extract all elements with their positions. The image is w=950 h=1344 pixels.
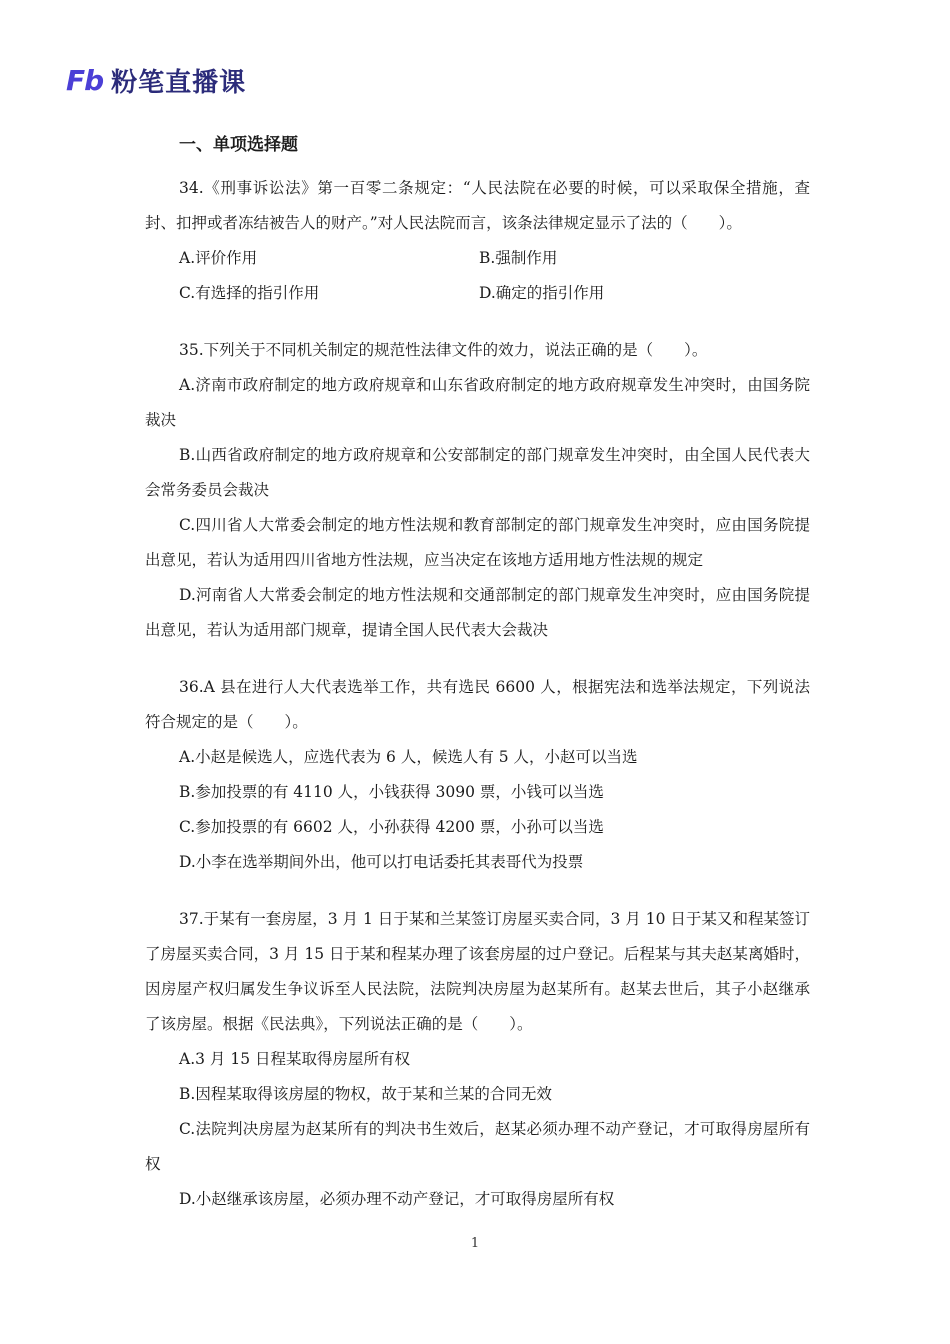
question-34-option-c: C.有选择的指引作用: [179, 284, 320, 302]
question-36-stem: 36.A 县在进行人大代表选举工作，共有选民 6600 人，根据宪法和选举法规定，下列说法符合规定的是（ ）。: [145, 678, 810, 731]
question-34-option-d: D.确定的指引作用: [479, 284, 605, 302]
brand-logo: [66, 62, 246, 98]
question-34-options: [145, 241, 810, 311]
logo-text: 粉笔直播课: [111, 67, 247, 98]
question-37-option-d: D.小赵继承该房屋，必须办理不动产登记，才可取得房屋所有权: [179, 1190, 615, 1208]
question-36: [145, 670, 810, 880]
section-title: 一、单项选择题: [179, 135, 298, 155]
question-36-option-b: B.参加投票的有 4110 人，小钱获得 3090 票，小钱可以当选: [179, 783, 604, 801]
page-number: 1: [470, 1236, 480, 1251]
question-36-option-d: D.小李在选举期间外出，他可以打电话委托其表哥代为投票: [179, 853, 584, 871]
question-36-option-a: A.小赵是候选人，应选代表为 6 人，候选人有 5 人，小赵可以当选: [179, 748, 638, 766]
question-34-stem: 34.《刑事诉讼法》第一百零二条规定：“人民法院在必要的时候，可以采取保全措施，查封、扣押或者冻结被告人的财产。”对人民法院而言，该条法律规定显示了法的（ ）。: [145, 179, 810, 232]
question-37: [145, 902, 810, 1217]
logo-mark: Fb: [66, 63, 104, 97]
question-37-stem: 37.于某有一套房屋，3 月 1 日于某和兰某签订房屋买卖合同，3 月 10 日于某又和程某签订了房屋买卖合同，3 月 15 日于某和程某办理了该套房屋的过户登记。后程某与其夫赵某离婚时，因房屋产权归属发生争议诉至人民法院，法院判决房屋为赵某所有。赵某去世后，其子小赵继承了该房屋。根据《民法典》，下列说法正确的是（ ）。: [145, 910, 810, 1033]
question-34-option-b: B.强制作用: [479, 249, 558, 267]
question-35-option-a: A.济南市政府制定的地方政府规章和山东省政府制定的地方政府规章发生冲突时，由国务院裁决: [145, 376, 810, 429]
document-body: [145, 128, 810, 1239]
question-35-option-c: C.四川省人大常委会制定的地方性法规和教育部制定的部门规章发生冲突时，应由国务院提出意见，若认为适用四川省地方性法规，应当决定在该地方适用地方性法规的规定: [145, 516, 810, 569]
question-35-option-b: B.山西省政府制定的地方政府规章和公安部制定的部门规章发生冲突时，由全国人民代表大会常务委员会裁决: [145, 446, 810, 499]
question-34-option-a: A.评价作用: [179, 249, 258, 267]
question-37-option-b: B.因程某取得该房屋的物权，故于某和兰某的合同无效: [179, 1085, 552, 1103]
question-34: [145, 171, 810, 311]
question-37-option-c: C.法院判决房屋为赵某所有的判决书生效后，赵某必须办理不动产登记，才可取得房屋所有权: [145, 1120, 810, 1173]
question-37-option-a: A.3 月 15 日程某取得房屋所有权: [179, 1050, 410, 1068]
question-35: [145, 333, 810, 648]
question-36-option-c: C.参加投票的有 6602 人，小孙获得 4200 票，小孙可以当选: [179, 818, 604, 836]
question-35-option-d: D.河南省人大常委会制定的地方性法规和交通部制定的部门规章发生冲突时，应由国务院提出意见，若认为适用部门规章，提请全国人民代表大会裁决: [145, 586, 810, 639]
question-35-stem: 35.下列关于不同机关制定的规范性法律文件的效力，说法正确的是（ ）。: [179, 341, 708, 359]
